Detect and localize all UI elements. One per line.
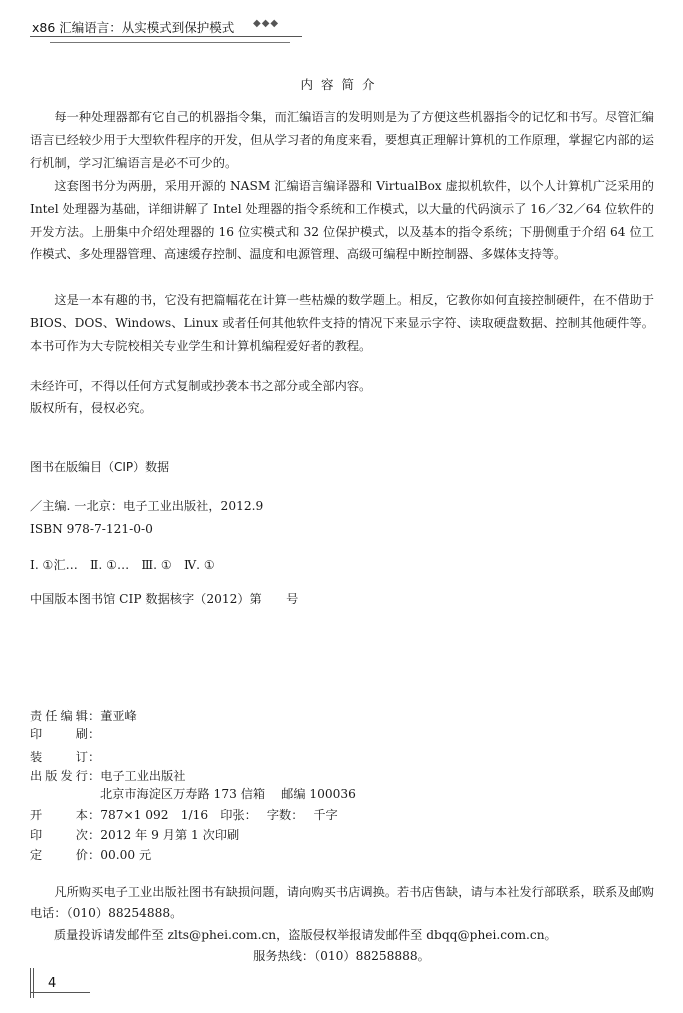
footer-paragraph-2: 质量投诉请发邮件至 zlts@phei.com.cn，盗版侵权举报请发邮件至 dbqq@phei.com.cn。 [54,928,557,942]
intro-paragraph-2: 这套图书分为两册，采用开源的 NASM 汇编语言编译器和 VirtualBox 虚拟机软件，以个人计算机广泛采用的 Intel 处理器为基础，详细讲解了 Intel 处理器的指令系统和工作模式，以大量的代码演示了 16／32／64 位软件的开发方法。上册集中介绍处理器的 16 位实模式和 32 位保护模式，以及基本的指令系统；下册侧重于介绍 64 位工作模式、多处理器管理、高速缓存控制、温度和电源管理、高级可编程中断控制器、多媒体支持等。 [30,179,654,262]
cip-number: 中国版本图书馆 CIP 数据核字（2012）第 号 [30,592,299,606]
info-row-price: 定价：00.00 元 [30,848,152,862]
intro-paragraph-1: 每一种处理器都有它自己的机器指令集，而汇编语言的发明则是为了方便这些机器指令的记忆和书写。尽管汇编语言已经较少用于大型软件程序的开发，但从学习者的角度来看，要想真正理解计算机的工作原理，掌握它内部的运行机制，学习汇编语言是必不可少的。 [30,110,654,170]
info-row-binding: 装订： [30,750,101,764]
info-row-format: 开本：787×1 092 1/16 印张： 字数： 千字 [30,808,338,822]
info-row-publisher: 出版发行：电子工业出版社 [30,769,186,783]
footer-paragraph-1: 凡所购买电子工业出版社图书有缺损问题，请向购买书店调换。若书店售缺，请与本社发行部联系，联系及邮购电话：（010）88254888。 [30,885,654,920]
cip-classification: Ⅰ. ①汇… Ⅱ. ①… Ⅲ. ① Ⅳ. ① [30,558,215,572]
section-title: 内容简介 [300,77,383,92]
cip-author-line: ／主编. 一北京：电子工业出版社，2012.9 [30,499,264,513]
service-hotline: 服务热线：（010）88258888。 [253,949,430,963]
running-header-title: x86 汇编语言：从实模式到保护模式 [32,20,235,35]
copyright-line-2: 版权所有，侵权必究。 [30,401,152,415]
intro-paragraph-3: 这是一本有趣的书，它没有把篇幅花在计算一些枯燥的数学题上。相反，它教你如何直接控制硬件，在不借助于 BIOS、DOS、Windows、Linux 或者任何其他软件支持的情况下来显示字符、读取硬盘数据、控制其他硬件等。本书可作为大专院校相关专业学生和计算机编程爱好者的教程。 [30,293,654,353]
header-rule-secondary [50,42,290,43]
header-ornament: ◆◆◆ [253,18,280,29]
cip-isbn: ISBN 978-7-121-0-0 [30,522,153,536]
page-number-marker [30,968,34,998]
header-rule [30,36,302,37]
page-number: 4 [48,976,57,991]
info-row-edition: 印次：2012 年 9 月第 1 次印刷 [30,828,240,842]
page-number-rule [30,992,90,993]
info-row-printing: 印刷： [30,727,101,741]
info-row-editor: 责任编辑：董亚峰 [30,709,137,723]
cip-title: 图书在版编目（CIP）数据 [30,460,170,474]
copyright-line-1: 未经许可，不得以任何方式复制或抄袭本书之部分或全部内容。 [30,379,372,393]
info-row-address: 北京市海淀区万寿路 173 信箱 邮编 100036 [100,787,356,801]
